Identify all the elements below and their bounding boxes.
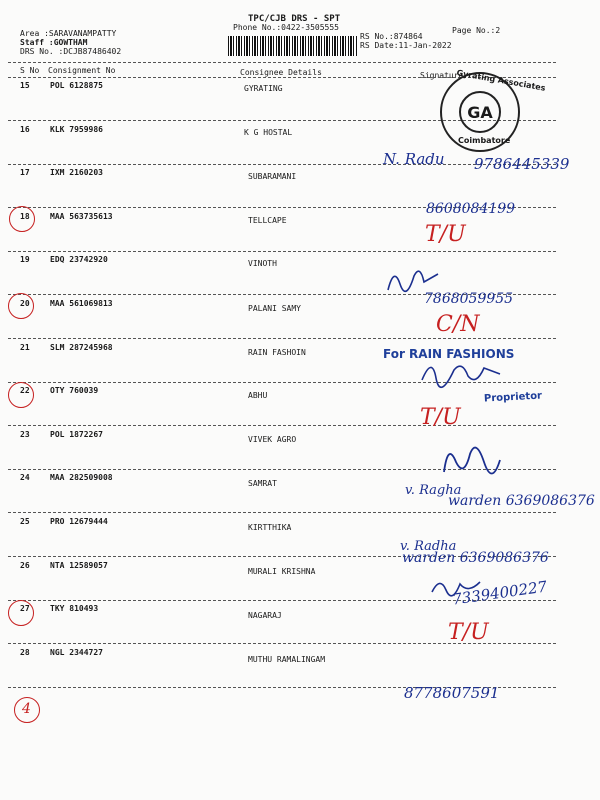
row27-note: T/U xyxy=(448,620,489,645)
row24-warden: warden 6369086376 xyxy=(448,493,595,509)
rs-number: RS No.:874864 xyxy=(360,32,423,41)
total-circle xyxy=(14,697,40,723)
row-sno: 25 xyxy=(20,517,30,526)
row18-note: T/U xyxy=(425,222,466,247)
row-sno: 19 xyxy=(20,255,30,264)
row20-circle xyxy=(8,293,34,319)
row21-signature-scribble xyxy=(410,350,510,390)
row-consignee: NAGARAJ xyxy=(248,610,282,620)
rain-fashions-stamp: For RAIN FASHIONS xyxy=(383,347,515,361)
row26-phone: 7339400227 xyxy=(451,577,549,609)
phone-number: Phone No.:0422-3505555 xyxy=(233,23,339,32)
stamp-initials: GA xyxy=(459,91,501,133)
row-consignment-no: MAA 563735613 xyxy=(50,212,113,221)
row-sno: 23 xyxy=(20,430,30,439)
row23-signature-scribble xyxy=(434,432,514,482)
row17-phone: 9786445339 xyxy=(474,155,570,173)
total-count: 4 xyxy=(22,701,31,717)
stamp-top-text: Gyrating Associates xyxy=(455,68,547,93)
row-consignee: K G HOSTAL xyxy=(244,128,293,138)
row18-circle xyxy=(9,206,35,232)
row25-name: v. Radha xyxy=(400,539,457,554)
row-consignment-no: POL 6128875 xyxy=(50,81,103,90)
row-sno: 24 xyxy=(20,473,30,482)
row26-signature-scribble xyxy=(428,572,488,602)
row22-circle xyxy=(8,382,34,408)
row-sno: 18 xyxy=(20,212,30,221)
row-consignee: TELLCAPE xyxy=(248,215,287,225)
row-sno: 20 xyxy=(20,299,30,308)
row-consignee: RAIN FASHOIN xyxy=(248,347,306,357)
row-sno: 26 xyxy=(20,561,30,570)
row-sno: 21 xyxy=(20,343,30,352)
drs-number: DRS No. :DCJB87486402 xyxy=(20,47,122,56)
row19-phone: 7868059955 xyxy=(424,291,514,307)
row18-phone: 8608084199 xyxy=(426,201,516,217)
row-sno: 22 xyxy=(20,386,30,395)
row-divider xyxy=(8,338,556,339)
row-consignment-no: NGL 2344727 xyxy=(50,648,103,657)
row-consignee: KIRTTHIKA xyxy=(248,523,292,532)
col-header-sno: S No xyxy=(20,66,40,75)
row-consignee: SUBARAMANI xyxy=(248,171,297,181)
staff-label: Staff :GOWTHAM xyxy=(20,38,88,47)
row-consignee: VIVEK AGRO xyxy=(248,435,297,445)
page-number: Page No.:2 xyxy=(452,26,501,35)
row-consignee: SAMRAT xyxy=(248,478,277,488)
row-sno: 16 xyxy=(20,125,30,134)
row24-name: v. Ragha xyxy=(405,483,462,498)
row-consignee: GYRATING xyxy=(244,84,283,93)
row-consignment-no: PRO 12679444 xyxy=(50,517,108,526)
sheet-title: TPC/CJB DRS - SPT xyxy=(248,14,341,24)
row20-note: C/N xyxy=(436,312,480,337)
row-consignment-no: MAA 282509008 xyxy=(50,473,113,482)
row-sno: 28 xyxy=(20,648,30,657)
row-consignee: ABHU xyxy=(248,391,268,401)
row-consignment-no: POL 1872267 xyxy=(50,430,103,439)
row-consignment-no: NTA 12589057 xyxy=(50,561,108,570)
col-header-consignee: Consignee Details xyxy=(240,68,322,77)
row19-signature-scribble xyxy=(380,260,460,300)
stamp-bottom-text: Coimbatore xyxy=(458,136,511,145)
row-consignment-no: SLM 287245968 xyxy=(50,343,113,352)
row25-warden: warden 6369086376 xyxy=(402,550,549,566)
barcode xyxy=(228,36,358,56)
header-divider-top xyxy=(8,62,556,63)
area-label: Area :SARAVANAMPATTY xyxy=(20,29,117,38)
row17-signature-name: N. Radu xyxy=(383,150,445,168)
row-consignee: PALANI SAMY xyxy=(248,303,301,313)
row-consignment-no: TKY 810493 xyxy=(50,604,99,613)
row-consignment-no: MAA 561069813 xyxy=(50,299,113,308)
row-consignee: VINOTH xyxy=(248,259,277,269)
col-header-consignment: Consignment No xyxy=(48,66,116,75)
row28-phone: 8778607591 xyxy=(404,684,500,702)
row22-note: T/U xyxy=(420,405,461,430)
row-consignee: MUTHU RAMALINGAM xyxy=(248,654,326,664)
row-divider xyxy=(8,425,556,426)
row-consignment-no: EDQ 23742920 xyxy=(50,255,108,264)
row-sno: 15 xyxy=(20,81,30,90)
row-divider xyxy=(8,512,556,513)
row-divider xyxy=(8,251,556,252)
row-sno: 17 xyxy=(20,168,30,177)
col-header-signature: Signature xyxy=(420,71,464,80)
row-consignee: MURALI KRISHNA xyxy=(248,567,316,577)
row-consignment-no: IXM 2160203 xyxy=(50,168,103,177)
row27-circle xyxy=(8,600,34,626)
row-consignment-no: KLK 7959986 xyxy=(50,125,103,134)
rs-date: RS Date:11-Jan-2022 xyxy=(360,41,452,50)
row-consignment-no: OTY 760039 xyxy=(50,386,99,395)
row-sno: 27 xyxy=(20,604,30,613)
proprietor-stamp: Proprietor xyxy=(483,390,543,405)
